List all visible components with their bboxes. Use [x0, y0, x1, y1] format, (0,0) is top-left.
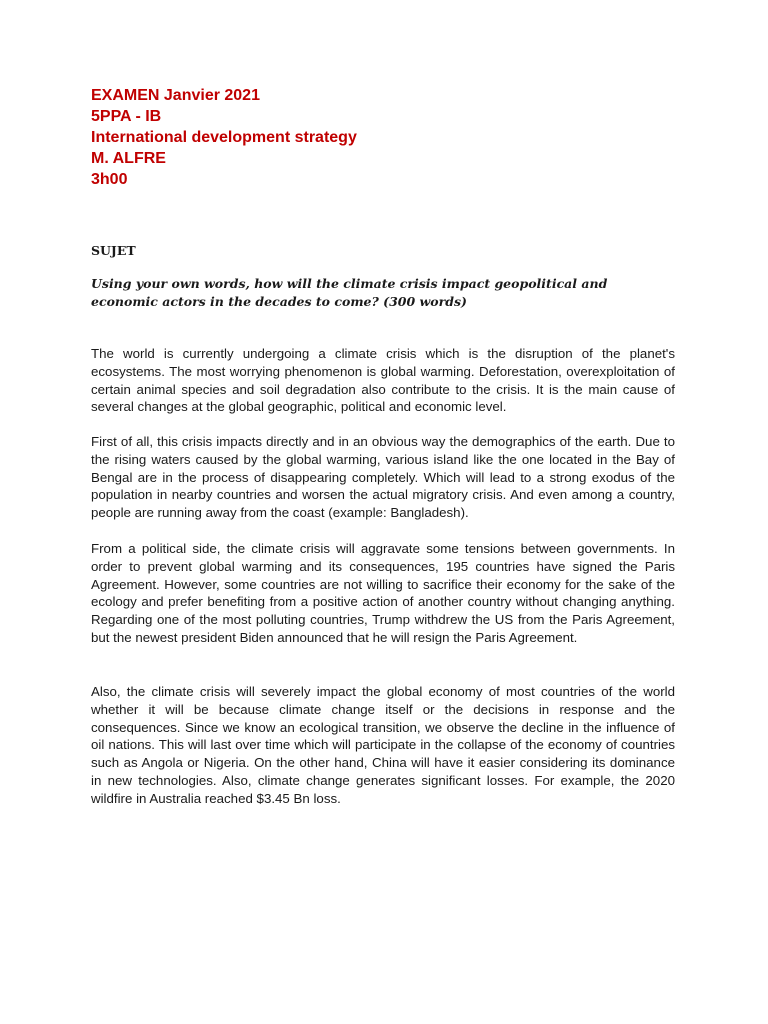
paragraph-introduction: The world is currently undergoing a climate crisis which is the disruption of the planet's ecosystems. The most worrying phenomenon is global warming. Deforestation, overexploitation of certain animal species and soil degradation also contribute to the crisis. It is the main cause of several changes at the global geographic, political and economic level.: [91, 346, 675, 415]
exam-title: EXAMEN Janvier 2021: [91, 87, 260, 104]
exam-course: International development strategy: [91, 129, 357, 146]
sujet-heading: SUJET: [91, 243, 136, 258]
paragraph-economic: Also, the climate crisis will severely impact the global economy of most countries of the world whether it will be because climate change itself or the decisions in response and the consequences. Since we know an ecological transition, we observe the decline in the influence of oil nations. This will last over time which will participate in the collapse of the economy of countries such as Angola or Nigeria. On the other hand, China will have it easier considering its dominance in new technologies. Also, climate change generates significant losses. For example, the 2020 wildfire in Australia reached $3.45 Bn loss.: [91, 684, 675, 806]
document-page: [91, 0, 675, 1024]
exam-class: 5PPA - IB: [91, 108, 162, 125]
paragraph-demographics: First of all, this crisis impacts directly and in an obvious way the demographics of the earth. Due to the rising waters caused by the global warming, various island like the one located in the Bay of Bengal are in the process of disappearing completely. Which will lead to a strong exodus of the population in nearby countries and worsen the actual migratory crisis. And even among a country, people are running away from the coast (example: Bangladesh).: [91, 434, 675, 521]
exam-header: [91, 85, 675, 190]
exam-question: Using your own words, how will the climate crisis impact geopolitical and economic actors in the decades to come? (300 words): [91, 276, 608, 309]
exam-teacher: M. ALFRE: [91, 150, 166, 167]
paragraph-political: From a political side, the climate crisis will aggravate some tensions between governments. In order to prevent global warming and its consequences, 195 countries have signed the Paris Agreement. However, some countries are not willing to sacrifice their economy for the sake of the ecology and prefer benefiting from a positive action of another country without changing anything. Regarding one of the most polluting countries, Trump withdrew the US from the Paris Agreement, but the newest president Biden announced that he will resign the Paris Agreement.: [91, 541, 675, 645]
exam-duration: 3h00: [91, 171, 128, 188]
